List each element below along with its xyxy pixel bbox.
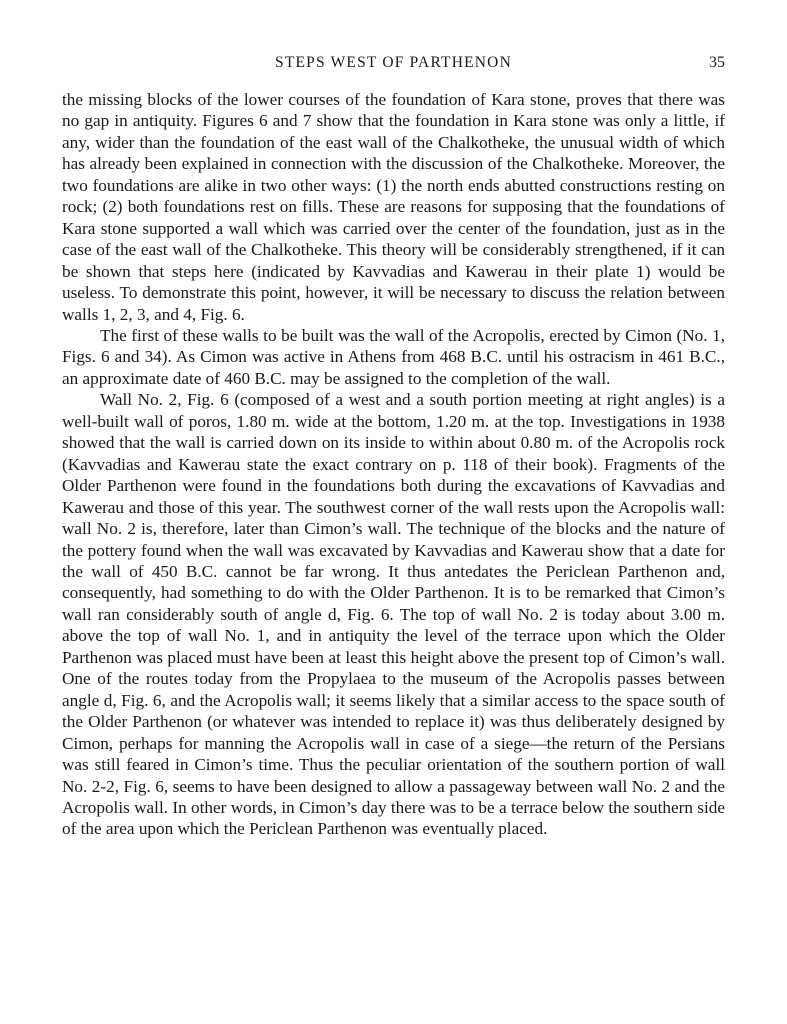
running-head <box>62 54 725 76</box>
body-text <box>62 89 725 840</box>
paragraph-continuation: the missing blocks of the lower courses of the foundation of Kara stone, proves that there was no gap in antiquity. Figures 6 and 7 show that the foundation in Kara stone was only a little, if any, wider than the foundation of the east wall of the Chalkotheke, the unusual width of which has already been explained in connection with the discussion of the Chalkotheke. Moreover, the two foundations are alike in two other ways: (1) the north ends abutted constructions resting on rock; (2) both foundations rest on fills. These are reasons for supposing that the foundations of Kara stone supported a wall which was carried over the center of the foundation, just as in the case of the east wall of the Chalkotheke. This theory will be considerably strengthened, if it can be shown that steps here (indicated by Kavvadias and Kawerau in their plate 1) would be useless. To demonstrate this point, however, it will be necessary to discuss the relation between walls 1, 2, 3, and 4, Fig. 6. <box>62 90 725 324</box>
paragraph-cimon-wall: The first of these walls to be built was the wall of the Acropolis, erected by Cimon (No. 1, Figs. 6 and 34). As Cimon was active in Athens from 468 B.C. until his ostracism in 461 B.C., an approximate date of 460 B.C. may be assigned to the completion of the wall. <box>62 325 725 388</box>
page-number: 35 <box>709 54 725 71</box>
paragraph-wall-no-2: Wall No. 2, Fig. 6 (composed of a west and a south portion meeting at right angles) is a well-built wall of poros, 1.80 m. wide at the bottom, 1.20 m. at the top. Investigations in 1938 showed that the wall is carried down on its inside to within about 0.80 m. of the Acropolis rock (Kavvadias and Kawerau state the exact contrary on p. 118 of their book). Fragments of the Older Parthenon were found in the foundations both during the excavations of Kavvadias and Kawerau and those of this year. The southwest corner of the wall rests upon the Acropolis wall: wall No. 2 is, therefore, later than Cimon’s wall. The technique of the blocks and the nature of the pottery found when the wall was excavated by Kavvadias and Kawerau show that a date for the wall of 450 B.C. cannot be far wrong. It thus antedates the Periclean Parthenon and, consequently, had something to do with the Older Parthenon. It is to be remarked that Cimon’s wall ran considerably south of angle d, Fig. 6. The top of wall No. 2 is today about 3.00 m. above the top of wall No. 1, and in antiquity the level of the terrace upon which the Older Parthenon was placed must have been at least this height above the present top of Cimon’s wall. One of the routes today from the Propylaea to the museum of the Acropolis passes between angle d, Fig. 6, and the Acropolis wall; it seems likely that a similar access to the space south of the Older Parthenon (or whatever was intended to replace it) was thus deliberately designed by Cimon, perhaps for manning the Acropolis wall in case of a siege—the return of the Persians was still feared in Cimon’s time. Thus the peculiar orientation of the southern portion of wall No. 2-2, Fig. 6, seems to have been designed to allow a passageway between wall No. 2 and the Acropolis wall. In other words, in Cimon’s day there was to be a terrace below the southern side of the area upon which the Periclean Parthenon was eventually placed. <box>62 390 725 839</box>
running-title: STEPS WEST OF PARTHENON <box>275 54 512 71</box>
